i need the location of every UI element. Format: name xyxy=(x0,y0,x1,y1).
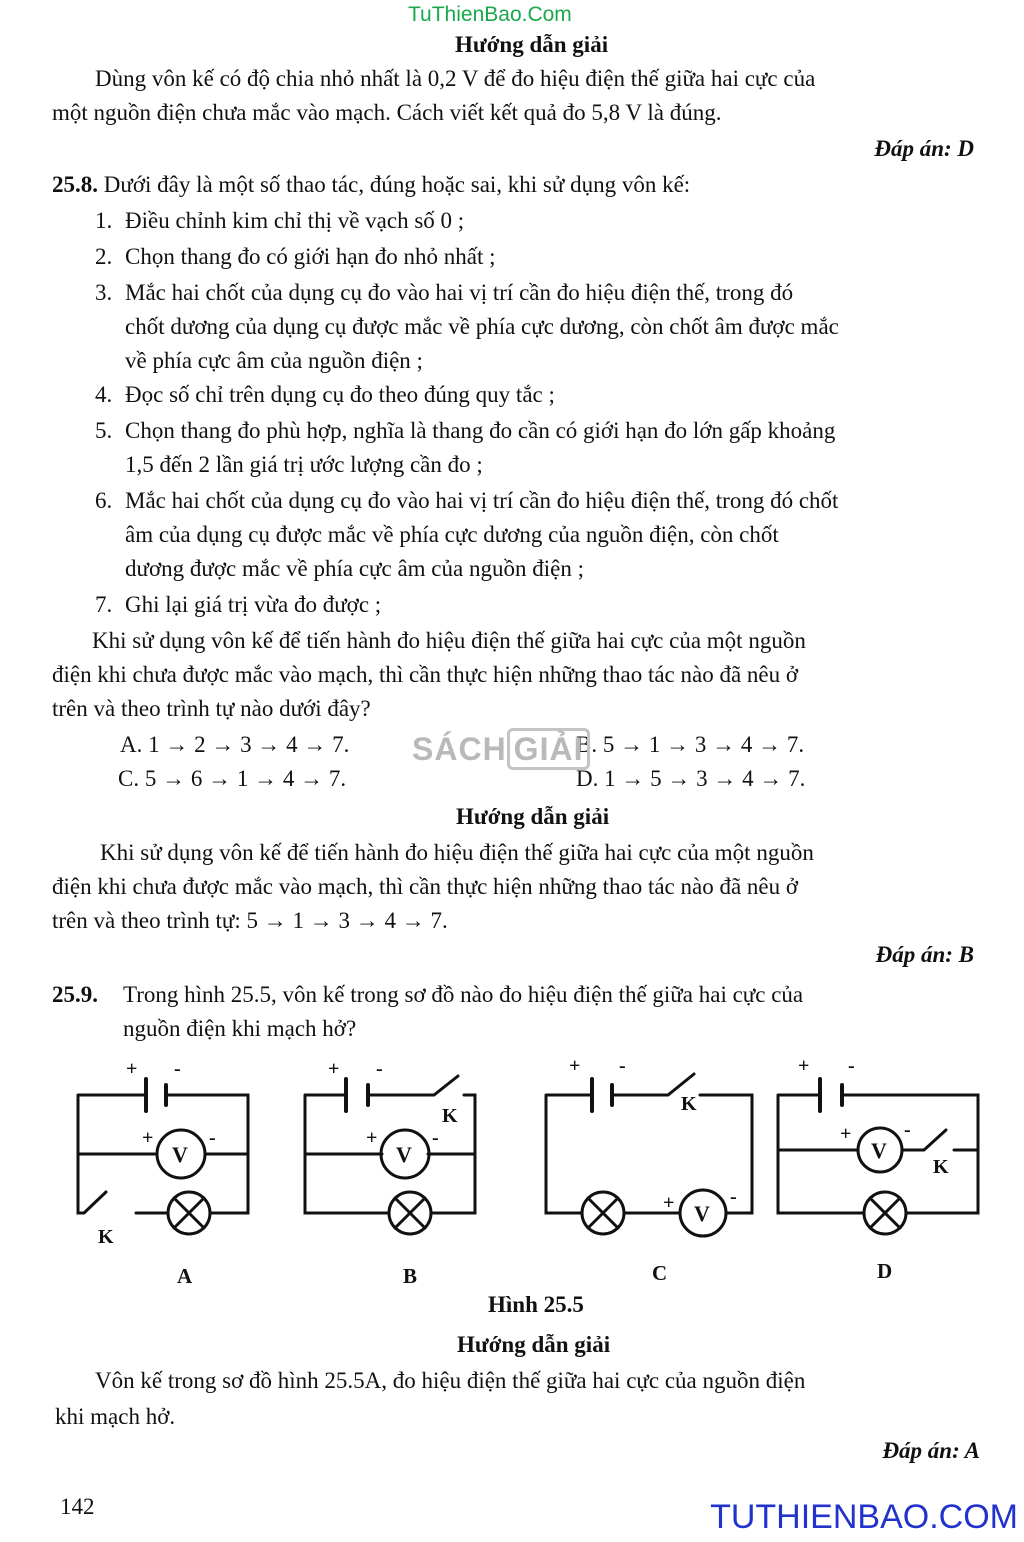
minus-sign: - xyxy=(730,1186,737,1208)
voltmeter-symbol: V xyxy=(694,1201,710,1226)
question-line: điện khi chưa được mắc vào mạch, thì cần thực hiện những thao tác nào đã nêu ở xyxy=(52,662,799,687)
section-heading: Hướng dẫn giải xyxy=(455,32,609,57)
plus-sign: + xyxy=(126,1058,138,1080)
top-watermark: TuThienBao.Com xyxy=(408,3,572,26)
diagram-label-c: C xyxy=(652,1261,668,1285)
question-line: nguồn điện khi mạch hở? xyxy=(123,1016,357,1041)
watermark-text: SÁCH xyxy=(412,731,507,767)
option-d: D. 1 → 5 → 3 → 4 → 7. xyxy=(576,766,806,791)
diagram-label-b: B xyxy=(403,1264,418,1288)
option-c: C. 5 → 6 → 1 → 4 → 7. xyxy=(118,766,347,791)
switch-label: K xyxy=(681,1093,697,1115)
step-text: Ghi lại giá trị vừa đo được ; xyxy=(125,592,382,617)
step-text: Đọc số chỉ trên dụng cụ đo theo đúng quy tắc ; xyxy=(125,382,555,407)
step-number: 1. xyxy=(95,208,113,233)
step-text: về phía cực âm của nguồn điện ; xyxy=(125,348,423,373)
answer-label: Đáp án: B xyxy=(875,942,974,967)
plus-sign: + xyxy=(663,1192,675,1214)
question-number: 25.9. xyxy=(52,982,98,1007)
step-number: 6. xyxy=(95,488,113,513)
step-text: Mắc hai chốt của dụng cụ đo vào hai vị trí cần đo hiệu điện thế, trong đó xyxy=(125,280,794,305)
solution-line: Vôn kế trong sơ đồ hình 25.5A, đo hiệu điện thế giữa hai cực của nguồn điện xyxy=(95,1368,806,1393)
minus-sign: - xyxy=(376,1058,383,1080)
step-number: 5. xyxy=(95,418,113,443)
step-number: 4. xyxy=(95,382,113,407)
plus-sign: + xyxy=(798,1055,810,1077)
plus-sign: + xyxy=(142,1127,154,1149)
minus-sign: - xyxy=(174,1058,181,1080)
question-line: Trong hình 25.5, vôn kế trong sơ đồ nào đo hiệu điện thế giữa hai cực của xyxy=(123,982,804,1007)
section-heading: Hướng dẫn giải xyxy=(457,1332,611,1357)
diagram-label-d: D xyxy=(877,1259,893,1283)
plus-sign: + xyxy=(840,1123,852,1145)
sachgiai-watermark xyxy=(412,728,590,770)
switch-label: K xyxy=(98,1226,114,1248)
paragraph-line: một nguồn điện chưa mắc vào mạch. Cách viết kết quả đo 5,8 V là đúng. xyxy=(52,100,722,125)
step-number: 3. xyxy=(95,280,113,305)
solution-line: điện khi chưa được mắc vào mạch, thì cần thực hiện những thao tác nào đã nêu ở xyxy=(52,874,799,899)
answer-label: Đáp án: A xyxy=(882,1438,980,1463)
answer-label: Đáp án: D xyxy=(874,136,974,161)
section-heading: Hướng dẫn giải xyxy=(456,804,610,829)
voltmeter-symbol: V xyxy=(172,1142,188,1167)
step-text: 1,5 đến 2 lần giá trị ước lượng cần đo ; xyxy=(125,452,483,477)
question-line: Khi sử dụng vôn kế để tiến hành đo hiệu điện thế giữa hai cực của một nguồn xyxy=(92,628,806,653)
step-number: 7. xyxy=(95,592,113,617)
voltmeter-symbol: V xyxy=(871,1138,887,1163)
figure-caption: Hình 25.5 xyxy=(488,1292,584,1317)
solution-line: khi mạch hở. xyxy=(55,1404,176,1429)
voltmeter-symbol: V xyxy=(396,1142,412,1167)
page-number: 142 xyxy=(60,1494,95,1519)
circuit-a xyxy=(78,1079,248,1234)
minus-sign: - xyxy=(209,1127,216,1149)
circuit-c xyxy=(546,1074,752,1236)
circuit-diagrams xyxy=(0,1050,1024,1290)
step-text: Chọn thang đo có giới hạn đo nhỏ nhất ; xyxy=(125,244,496,269)
paragraph-line: Dùng vôn kế có độ chia nhỏ nhất là 0,2 V để đo hiệu điện thế giữa hai cực của xyxy=(95,66,816,91)
plus-sign: + xyxy=(328,1058,340,1080)
circuit-b xyxy=(305,1076,475,1234)
minus-sign: - xyxy=(848,1055,855,1077)
question-number: 25.8. xyxy=(52,172,98,197)
minus-sign: - xyxy=(432,1127,439,1149)
solution-line: Khi sử dụng vôn kế để tiến hành đo hiệu điện thế giữa hai cực của một nguồn xyxy=(100,840,814,865)
step-text: dương được mắc về phía cực âm của nguồn điện ; xyxy=(125,556,584,581)
bottom-watermark: TUTHIENBAO.COM xyxy=(710,1498,1018,1536)
step-text: Chọn thang đo phù hợp, nghĩa là thang đo cần có giới hạn đo lớn gấp khoảng xyxy=(125,418,836,443)
switch-label: K xyxy=(442,1105,458,1127)
diagram-label-a: A xyxy=(177,1264,193,1288)
option-b: B. 5 → 1 → 3 → 4 → 7. xyxy=(576,732,805,757)
question-intro-text: Dưới đây là một số thao tác, đúng hoặc sai, khi sử dụng vôn kế: xyxy=(103,172,691,197)
solution-line: trên và theo trình tự: 5 → 1 → 3 → 4 → 7. xyxy=(52,908,448,933)
question-258-intro xyxy=(52,170,690,200)
plus-sign: + xyxy=(569,1055,581,1077)
watermark-box-text: GIẢI xyxy=(507,728,591,770)
switch-label: K xyxy=(933,1156,949,1178)
plus-sign: + xyxy=(366,1127,378,1149)
option-a: A. 1 → 2 → 3 → 4 → 7. xyxy=(120,732,350,757)
step-text: Điều chỉnh kim chỉ thị về vạch số 0 ; xyxy=(125,208,465,233)
minus-sign: - xyxy=(619,1055,626,1077)
question-line: trên và theo trình tự nào dưới đây? xyxy=(52,696,371,721)
step-text: âm của dụng cụ được mắc về phía cực dương của nguồn điện, còn chốt xyxy=(125,522,779,547)
step-number: 2. xyxy=(95,244,113,269)
step-text: Mắc hai chốt của dụng cụ đo vào hai vị trí cần đo hiệu điện thế, trong đó chốt xyxy=(125,488,839,513)
step-text: chốt dương của dụng cụ được mắc về phía cực dương, còn chốt âm được mắc xyxy=(125,314,839,339)
minus-sign: - xyxy=(904,1119,911,1141)
